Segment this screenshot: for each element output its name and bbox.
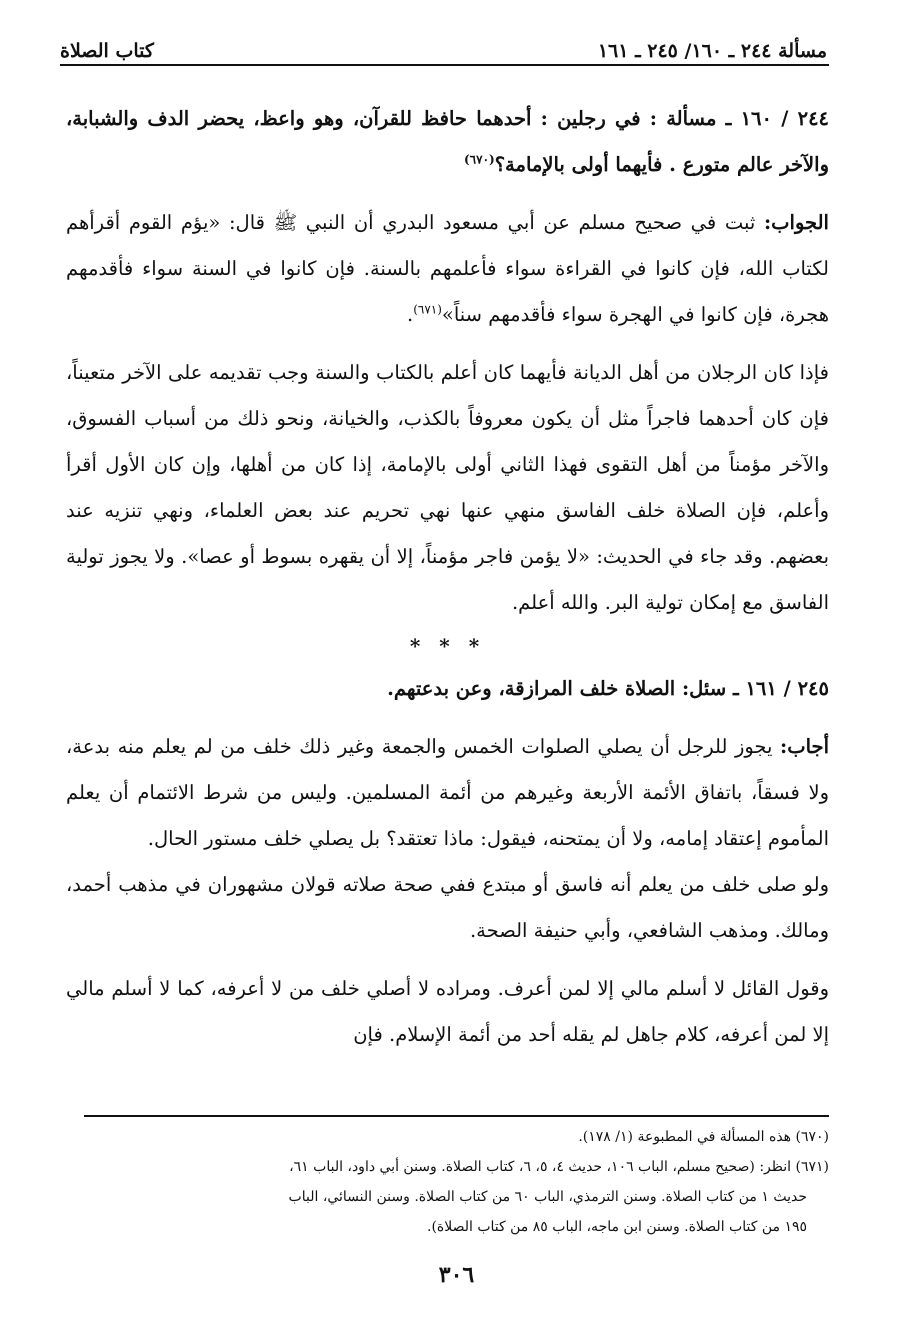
footnote-rule (84, 1115, 829, 1117)
answer-label: الجواب: (763, 211, 829, 234)
footnote-ref-671: (٦٧١) (413, 302, 442, 317)
paragraph-saying: وقول القائل لا أسلم مالي إلا لمن أعرف. ومراده لا أصلي خلف من لا أعرفه، كما لا أسلم مالي إلا لمن أعرفه، كلام جاهل لم يقله أحد من أئمة الإسلام. فإن (66, 977, 829, 1046)
header-rule (60, 64, 829, 66)
question-range: مسألة ٢٤٤ ـ ١٦٠/ ٢٤٥ ـ ١٦١ (597, 40, 827, 62)
page-number: ٣٠٦ (438, 1262, 475, 1288)
footnotes (84, 1122, 829, 1242)
footnote-671-line-1: (٦٧١) انظر: (صحيح مسلم، الباب ١٠٦، حديث ٤، ٥، ٦، كتاب الصلاة. وسنن أبي داود، الباب ٦١، (289, 1159, 829, 1175)
running-header (60, 28, 827, 62)
answer-245-text: يجوز للرجل أن يصلي الصلوات الخمس والجمعة وغير ذلك خلف من لم يعلم منه بدعة، ولا فسقاً، باتفاق الأئمة الأربعة وغيرهم من أئمة المسلمين. وليس من شرط الائتمام أن يعلم المأموم إعتقاد إمامه، ولا أن يمتحنه، فيقول: ماذا تعتقد؟ بل يصلي خلف مستور الحال. (66, 735, 829, 850)
answer-244 (66, 200, 829, 338)
answer-244-text: ثبت في صحيح مسلم عن أبي مسعود البدري أن النبي ﷺ قال: «يؤم القوم أقرأهم لكتاب الله، فإن كانوا في القراءة سواء فأعلمهم بالسنة. فإن كانوا في السنة سواء فأقدمهم هجرة، فإن كانوا في الهجرة سواء فأقدمهم سناً» (66, 211, 829, 326)
answer-end: . (407, 303, 414, 326)
paragraph-imamate: فإذا كان الرجلان من أهل الديانة فأيهما كان أعلم بالكتاب والسنة وجب تقديمه على الآخر متعيناً، فإن كان أحدهما فاجراً مثل أن يكون معروفاً بالكذب، والخيانة، ونحو ذلك من أسباب الفسوق، والآخر مؤمناً من أهل التقوى فهذا الثاني أولى بالإمامة، إذا كان من أهلها، وإن كان الأول أقرأ وأعلم، فإن الصلاة خلف الفاسق منهي عنها نهي تحريم عند بعض العلماء، ونهي تنزيه عند بعضهم. وقد جاء في الحديث: «لا يؤمن فاجر مؤمناً، إلا أن يقهره بسوط أو عصا». ولا يجوز تولية الفاسق مع إمكان تولية البر. والله أعلم. (66, 361, 829, 614)
question-245-heading: ٢٤٥ / ١٦١ ـ سئل: الصلاة خلف المرازقة، وعن بدعتهم. (387, 677, 829, 700)
question-244-text: ٢٤٤ / ١٦٠ ـ مسألة : في رجلين : أحدهما حافظ للقرآن، وهو واعظ، يحضر الدف والشبابة، والآخر عالم متورع . فأيهما أولى بالإمامة؟ (66, 107, 830, 176)
footnote-670: (٦٧٠) هذه المسألة في المطبوعة (١/ ١٧٨). (578, 1129, 829, 1145)
answer-label: أجاب: (780, 735, 829, 758)
section-separator: * * * (409, 634, 486, 658)
footnote-671-line-2: حديث ١ من كتاب الصلاة. وسنن الترمذي، الباب ٦٠ من كتاب الصلاة. وسنن النسائي، الباب (288, 1189, 807, 1205)
answer-245 (66, 724, 829, 862)
footnote-671-line-3: ١٩٥ من كتاب الصلاة. وسنن ابن ماجه، الباب ٨٥ من كتاب الصلاة). (427, 1219, 807, 1235)
book-title: كتاب الصلاة (60, 40, 154, 62)
main-text (66, 96, 829, 1058)
question-244-heading (66, 96, 829, 188)
footnote-ref-670: (٦٧٠) (463, 152, 495, 167)
paragraph-fasiq: ولو صلى خلف من يعلم أنه فاسق أو مبتدع ففي صحة صلاته قولان مشهوران في مذهب أحمد، ومالك. ومذهب الشافعي، وأبي حنيفة الصحة. (66, 873, 829, 942)
